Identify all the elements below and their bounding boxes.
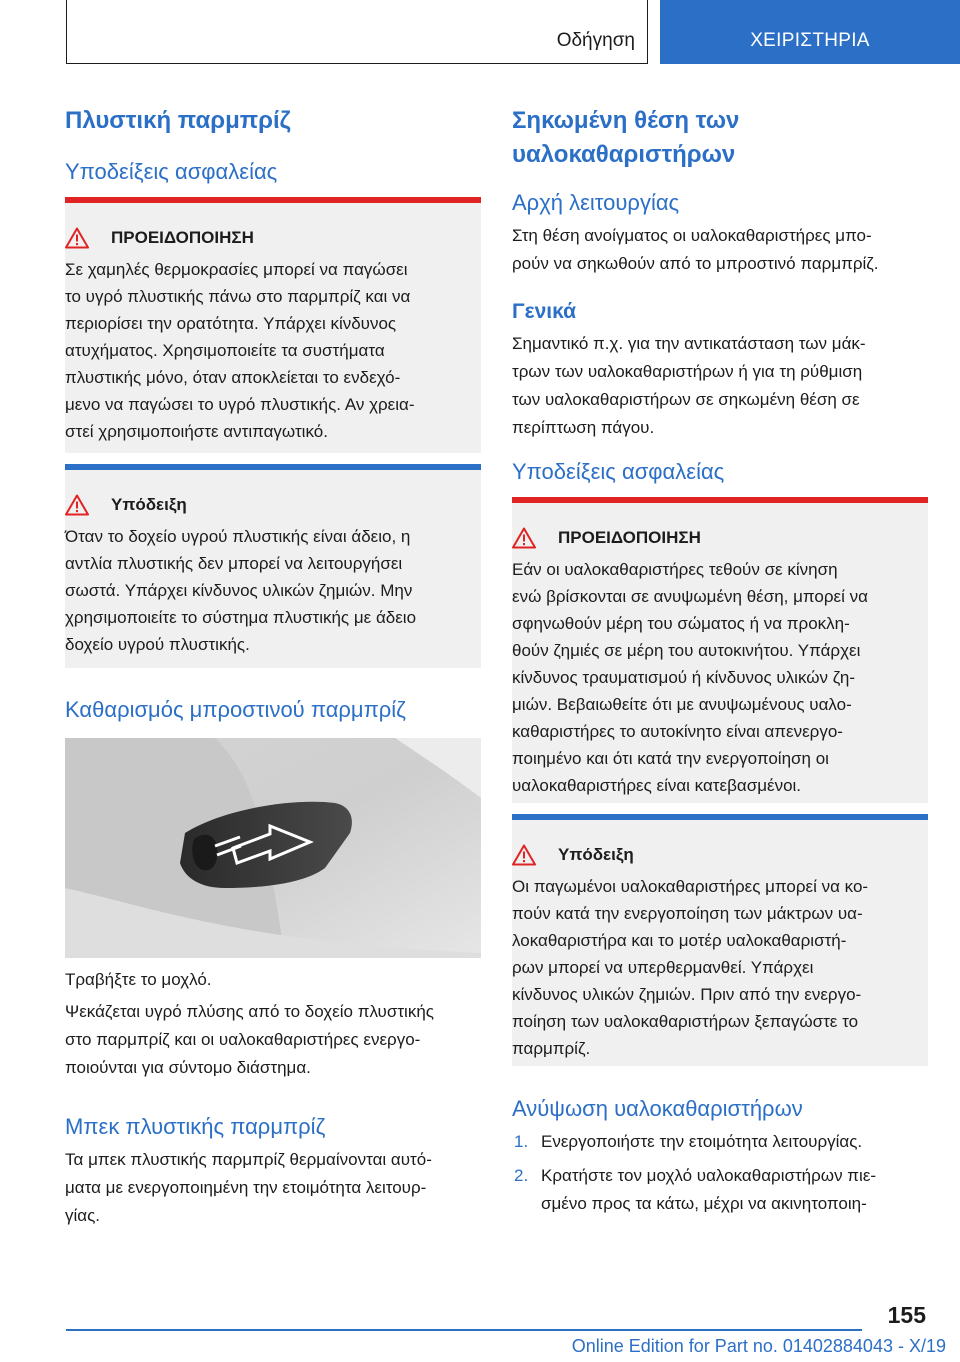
footer-edition: Online Edition for Part no. 01402884043 - X/19 [571, 1336, 946, 1356]
warning-triangle-icon [512, 844, 536, 866]
left-spray-text [65, 998, 434, 1082]
left-warning-box [65, 197, 481, 453]
right-warning-title: ΠΡΟΕΙΔΟΠΟΙΗΣΗ [558, 528, 701, 547]
text-line: στο παρμπρίζ και οι υαλοκαθαριστήρες ενεργο- [65, 1030, 421, 1049]
text-line: περιορίσει την ορατότητα. Υπάρχει κίνδυνος [65, 314, 397, 333]
title-line: υαλοκαθαριστήρων [512, 141, 736, 168]
text-line: ρων μπορεί να υπερθερμανθεί. Υπάρχει [512, 958, 814, 977]
left-warning-title-row [65, 227, 254, 249]
step-number: 2. [514, 1166, 529, 1185]
text-line: Τα μπεκ πλυστικής παρμπρίζ θερμαίνονται αυτό- [65, 1150, 432, 1169]
text-line: ατυχήματος. Χρησιμοποιείτε τα συστήματα [65, 341, 385, 360]
left-warning-text [65, 256, 415, 445]
right-warning-title-row [512, 527, 701, 549]
text-line: τρων των υαλοκαθαριστήρων ή για τη ρύθμιση [512, 362, 863, 381]
text-line: δοχείο υγρού πλυστικής. [65, 635, 250, 654]
left-cleaning-heading: Καθαρισμός μπροστινού παρμπρίζ [65, 697, 406, 722]
text-line: λοκαθαριστήρα και το μοτέρ υαλοκαθαριστή- [512, 931, 847, 950]
text-line: παρμπρίζ. [512, 1039, 591, 1058]
text-line: αντλία πλυστικής δεν μπορεί να λειτουργήσει [65, 554, 403, 573]
right-note-title-row [512, 844, 634, 866]
right-raise-heading: Ανύψωση υαλοκαθαριστήρων [512, 1096, 803, 1121]
left-jets-text [65, 1146, 432, 1230]
text-line: Κρατήστε τον μοχλό υαλοκαθαριστήρων πιε- [541, 1166, 877, 1185]
left-safety-heading: Υποδείξεις ασφαλείας [65, 159, 278, 184]
right-principle-text [512, 222, 879, 278]
text-line: καθαριστήρες το αυτοκίνητο είναι απενεργο- [512, 722, 843, 741]
right-principle-heading: Αρχή λειτουργίας [512, 190, 680, 215]
text-line: ποιημένο και ότι κατά την ενεργοποίηση οι [512, 749, 829, 768]
left-title: Πλυστική παρμπρίζ [65, 107, 291, 134]
right-note-box [512, 814, 928, 1066]
text-line: θούν ζημιές σε μέρη του αυτοκινήτου. Υπάρχει [512, 641, 861, 660]
title-line: Σηκωμένη θέση των [512, 107, 740, 134]
text-line: Ενεργοποιήστε την ετοιμότητα λειτουργίας. [541, 1132, 863, 1151]
left-note-title-row [65, 494, 187, 516]
warning-triangle-icon [512, 527, 536, 549]
text-line: σωστά. Υπάρχει κίνδυνος υλικών ζημιών. Μην [65, 581, 413, 600]
text-line: ποίηση των υαλοκαθαριστήρων ξεπαγώστε το [512, 1012, 859, 1031]
text-line: ματα με ενεργοποιημένη την ετοιμότητα λειτουρ- [65, 1178, 427, 1197]
text-line: μιών. Βεβαιωθείτε ότι με ανυψωμένους υαλο- [512, 695, 852, 714]
text-line: Οι παγωμένοι υαλοκαθαριστήρες μπορεί να κο- [512, 877, 869, 896]
text-line: σμένο προς τα κάτω, μέχρι να ακινητοποιη- [541, 1194, 867, 1213]
left-warning-title: ΠΡΟΕΙΔΟΠΟΙΗΣΗ [111, 228, 254, 247]
warning-triangle-icon [65, 227, 89, 249]
step-text [541, 1162, 876, 1218]
warning-triangle-icon [65, 494, 89, 516]
text-line: πούν κατά την ενεργοποίηση των μάκτρων υα- [512, 904, 863, 923]
wiper-lever-photo [65, 738, 481, 958]
left-note-text [65, 523, 416, 658]
text-line: κίνδυνος υλικών ζημιών. Πριν από την ενεργο- [512, 985, 862, 1004]
right-warning-text [512, 556, 868, 799]
header-section-tab [66, 0, 648, 64]
wiper-lever-illustration [65, 738, 481, 958]
right-safety-heading: Υποδείξεις ασφαλείας [512, 459, 725, 484]
left-instruction: Τραβήξτε το μοχλό. [65, 970, 212, 989]
right-general-text [512, 330, 866, 442]
text-line: Στη θέση ανοίγματος οι υαλοκαθαριστήρες μπο- [512, 226, 872, 245]
text-line: Όταν το δοχείο υγρού πλυστικής είναι άδειο, η [65, 527, 411, 546]
text-line: περίπτωση πάγου. [512, 418, 655, 437]
left-note-title: Υπόδειξη [111, 495, 187, 514]
text-line: ποιούνται για σύντομο διάστημα. [65, 1058, 311, 1077]
right-title [512, 104, 739, 172]
right-warning-box [512, 497, 928, 803]
right-note-text [512, 873, 868, 1062]
text-line: Σε χαμηλές θερμοκρασίες μπορεί να παγώσει [65, 260, 408, 279]
text-line: μενο να παγώσει το υγρό πλυστικής. Αν χρεια- [65, 395, 415, 414]
header-chapter-tab [660, 0, 960, 64]
text-line: Ψεκάζεται υγρό πλύσης από το δοχείο πλυστικής [65, 1002, 434, 1021]
text-line: σφηνωθούν μέρη του σώματος ή να προκλη- [512, 614, 850, 633]
page-number: 155 [887, 1302, 926, 1328]
text-line: Σημαντικό π.χ. για την αντικατάσταση των μάκ- [512, 334, 866, 353]
text-line: χρησιμοποιείτε το σύστημα πλυστικής με άδειο [65, 608, 417, 627]
text-line: Εάν οι υαλοκαθαριστήρες τεθούν σε κίνηση [512, 560, 838, 579]
left-note-box [65, 464, 481, 668]
footer-divider [66, 1329, 862, 1331]
text-line: υαλοκαθαριστήρες είναι κατεβασμένοι. [512, 776, 802, 795]
left-jets-heading: Μπεκ πλυστικής παρμπρίζ [65, 1114, 326, 1139]
text-line: το υγρό πλυστικής πάνω στο παρμπρίζ και να [65, 287, 411, 306]
text-line: πλυστικής μόνο, όταν αποκλείεται το ενδεχό- [65, 368, 401, 387]
text-line: ρούν να σηκωθούν από το μπροστινό παρμπρίζ. [512, 254, 879, 273]
text-line: γίας. [65, 1206, 101, 1225]
right-note-title: Υπόδειξη [558, 845, 634, 864]
text-line: στεί χρησιμοποιήστε αντιπαγωτικό. [65, 422, 328, 441]
text-line: των υαλοκαθαριστήρων σε σηκωμένη θέση σε [512, 390, 860, 409]
header-chapter-label: ΧΕΙΡΙΣΤΗΡΙΑ [750, 30, 870, 51]
text-line: κίνδυνος τραυματισμού ή κίνδυνος υλικών ζη- [512, 668, 856, 687]
step-text [541, 1128, 862, 1156]
header-section-label: Οδήγηση [556, 30, 635, 51]
text-line: ενώ βρίσκονται σε ανυψωμένη θέση, μπορεί να [512, 587, 868, 606]
right-general-heading: Γενικά [512, 300, 577, 323]
step-number: 1. [514, 1132, 529, 1151]
